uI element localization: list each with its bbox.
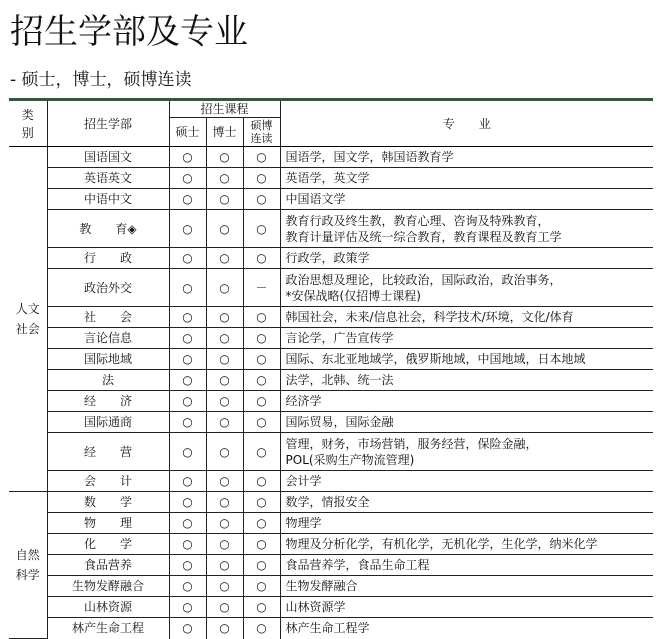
major-line: 食品营养学，食品生命工程: [285, 558, 430, 572]
major-line: 政治思想及理论，比较政治，国际政治，政治事务，: [285, 272, 562, 287]
table-row: [9, 349, 653, 370]
major-cell: [280, 370, 653, 391]
department-cell: 经 营: [47, 433, 169, 471]
table-row: [9, 210, 653, 248]
header-department: 招生学部: [47, 100, 169, 147]
master-cell: ○: [169, 576, 206, 597]
combined-cell: ○: [243, 147, 280, 168]
combined-cell: ○: [243, 412, 280, 433]
category-cell: 自然科学: [9, 492, 47, 639]
major-cell: [280, 391, 653, 412]
master-cell: ○: [169, 189, 206, 210]
major-cell: [280, 189, 653, 210]
master-cell: ○: [169, 412, 206, 433]
major-line: 管理，财务，市场营销，服务经营，保险金融，: [285, 436, 538, 451]
combined-cell: ○: [243, 168, 280, 189]
major-cell: [280, 248, 653, 269]
major-line: 英语学，英文学: [285, 171, 370, 185]
department-cell: 数 学: [47, 492, 169, 513]
header-doctor: 博士: [206, 118, 243, 147]
major-line: 林产生命工程学: [285, 621, 370, 636]
department-cell: 英语英文: [47, 168, 169, 189]
major-cell: [280, 513, 653, 534]
combined-cell: ○: [243, 349, 280, 370]
major-cell: [280, 492, 653, 513]
master-cell: ○: [169, 597, 206, 618]
combined-cell: ○: [243, 370, 280, 391]
header-category: 类别: [9, 100, 47, 147]
combined-cell: ○: [243, 248, 280, 269]
major-line: 数学，情报安全: [285, 495, 370, 509]
major-cell: [280, 555, 653, 576]
master-cell: ○: [169, 168, 206, 189]
department-cell: 法: [47, 370, 169, 391]
doctor-cell: ○: [206, 433, 243, 471]
header-major: 专 业: [280, 100, 653, 147]
combined-cell: ○: [243, 555, 280, 576]
master-cell: ○: [169, 555, 206, 576]
major-line: 国际、东北亚地域学，俄罗斯地域，中国地域，日本地域: [285, 352, 586, 366]
major-cell: [280, 269, 653, 307]
major-line: POL(采购生产物流管理): [285, 452, 415, 467]
department-cell: 国际地域: [47, 349, 169, 370]
master-cell: ○: [169, 618, 206, 639]
doctor-cell: ○: [206, 328, 243, 349]
major-cell: [280, 147, 653, 168]
combined-cell: ○: [243, 391, 280, 412]
table-row: [9, 555, 653, 576]
major-cell: [280, 328, 653, 349]
programs-table: [9, 98, 653, 639]
doctor-cell: ○: [206, 307, 243, 328]
major-cell: [280, 168, 653, 189]
doctor-cell: ○: [206, 513, 243, 534]
major-line: *安保战略(仅招博士课程): [285, 288, 421, 303]
combined-cell: ○: [243, 534, 280, 555]
master-cell: ○: [169, 370, 206, 391]
master-cell: ○: [169, 349, 206, 370]
combined-cell: ○: [243, 210, 280, 248]
master-cell: ○: [169, 534, 206, 555]
combined-cell: －: [243, 269, 280, 307]
doctor-cell: ○: [206, 391, 243, 412]
major-line: 物理学: [285, 516, 322, 530]
table-row: [9, 534, 653, 555]
doctor-cell: ○: [206, 210, 243, 248]
master-cell: ○: [169, 433, 206, 471]
table-row: [9, 248, 653, 269]
doctor-cell: ○: [206, 370, 243, 391]
page-title: 招生学部及专业: [10, 12, 248, 52]
master-cell: ○: [169, 492, 206, 513]
doctor-cell: ○: [206, 576, 243, 597]
doctor-cell: ○: [206, 555, 243, 576]
major-line: 法学，北韩、统一法: [285, 373, 394, 387]
major-line: 行政学，政策学: [285, 251, 370, 265]
master-cell: ○: [169, 471, 206, 492]
header-master: 硕士: [169, 118, 206, 147]
table-row: [9, 370, 653, 391]
department-cell: 中语中文: [47, 189, 169, 210]
major-line: 教育行政及终生教，教育心理、咨询及特殊教育，: [285, 213, 550, 228]
combined-cell: ○: [243, 189, 280, 210]
table-row: [9, 492, 653, 513]
doctor-cell: ○: [206, 269, 243, 307]
doctor-cell: ○: [206, 147, 243, 168]
doctor-cell: ○: [206, 248, 243, 269]
doctor-cell: ○: [206, 471, 243, 492]
department-cell: 教 育◈: [47, 210, 169, 248]
doctor-cell: ○: [206, 597, 243, 618]
department-cell: 物 理: [47, 513, 169, 534]
combined-cell: ○: [243, 328, 280, 349]
table-row: [9, 269, 653, 307]
major-line: 经济学: [285, 394, 322, 408]
department-cell: 经 济: [47, 391, 169, 412]
combined-cell: ○: [243, 433, 280, 471]
combined-cell: ○: [243, 618, 280, 639]
major-line: 中国语文学: [285, 192, 346, 206]
table-row: [9, 433, 653, 471]
header-combined: 硕博连读: [243, 118, 280, 147]
department-cell: 政治外交: [47, 269, 169, 307]
page-subtitle: - 硕士，博士，硕博连读: [10, 70, 192, 90]
department-cell: 山林资源: [47, 597, 169, 618]
master-cell: ○: [169, 328, 206, 349]
doctor-cell: ○: [206, 618, 243, 639]
master-cell: ○: [169, 391, 206, 412]
major-cell: [280, 597, 653, 618]
major-line: 国语学，国文学，韩国语教育学: [285, 150, 454, 164]
department-cell: 会 计: [47, 471, 169, 492]
major-cell: [280, 349, 653, 370]
major-line: 生物发酵融合: [285, 579, 358, 593]
department-cell: 林产生命工程: [47, 618, 169, 639]
master-cell: ○: [169, 269, 206, 307]
doctor-cell: ○: [206, 492, 243, 513]
doctor-cell: ○: [206, 168, 243, 189]
table-row: [9, 189, 653, 210]
major-cell: [280, 534, 653, 555]
master-cell: ○: [169, 248, 206, 269]
major-cell: [280, 307, 653, 328]
major-cell: [280, 471, 653, 492]
department-cell: 言论信息: [47, 328, 169, 349]
major-line: 会计学: [285, 474, 322, 488]
combined-cell: ○: [243, 471, 280, 492]
header-programs: 招生课程: [169, 100, 280, 118]
major-line: 山林资源学: [285, 600, 346, 614]
department-cell: 社 会: [47, 307, 169, 328]
major-line: 韩国社会，未来/信息社会，科学技术/环境，文化/体育: [285, 310, 574, 324]
department-cell: 行 政: [47, 248, 169, 269]
doctor-cell: ○: [206, 412, 243, 433]
doctor-cell: ○: [206, 189, 243, 210]
combined-cell: ○: [243, 307, 280, 328]
major-cell: [280, 412, 653, 433]
table-row: [9, 307, 653, 328]
master-cell: ○: [169, 210, 206, 248]
table-row: [9, 328, 653, 349]
major-cell: [280, 433, 653, 471]
major-line: 教育计量评估及统一综合教育，教育课程及教育工学: [285, 229, 562, 244]
major-line: 言论学，广告宣传学: [285, 331, 394, 345]
table-row: [9, 618, 653, 639]
major-cell: [280, 576, 653, 597]
table-row: [9, 471, 653, 492]
master-cell: ○: [169, 147, 206, 168]
major-cell: [280, 210, 653, 248]
master-cell: ○: [169, 513, 206, 534]
combined-cell: ○: [243, 597, 280, 618]
doctor-cell: ○: [206, 349, 243, 370]
combined-cell: ○: [243, 513, 280, 534]
department-cell: 国际通商: [47, 412, 169, 433]
department-cell: 生物发酵融合: [47, 576, 169, 597]
table-row: [9, 391, 653, 412]
department-cell: 国语国文: [47, 147, 169, 168]
table-row: [9, 576, 653, 597]
table-row: [9, 513, 653, 534]
master-cell: ○: [169, 307, 206, 328]
doctor-cell: ○: [206, 534, 243, 555]
combined-cell: ○: [243, 492, 280, 513]
department-cell: 化 学: [47, 534, 169, 555]
combined-cell: ○: [243, 576, 280, 597]
table-row: [9, 597, 653, 618]
category-cell: 人文社会: [9, 147, 47, 492]
major-line: 物理及分析化学，有机化学，无机化学，生化学，纳米化学: [285, 537, 598, 551]
table-row: [9, 168, 653, 189]
department-cell: 食品营养: [47, 555, 169, 576]
table-row: [9, 147, 653, 168]
table-row: [9, 412, 653, 433]
major-cell: [280, 618, 653, 639]
major-line: 国际贸易，国际金融: [285, 415, 394, 429]
